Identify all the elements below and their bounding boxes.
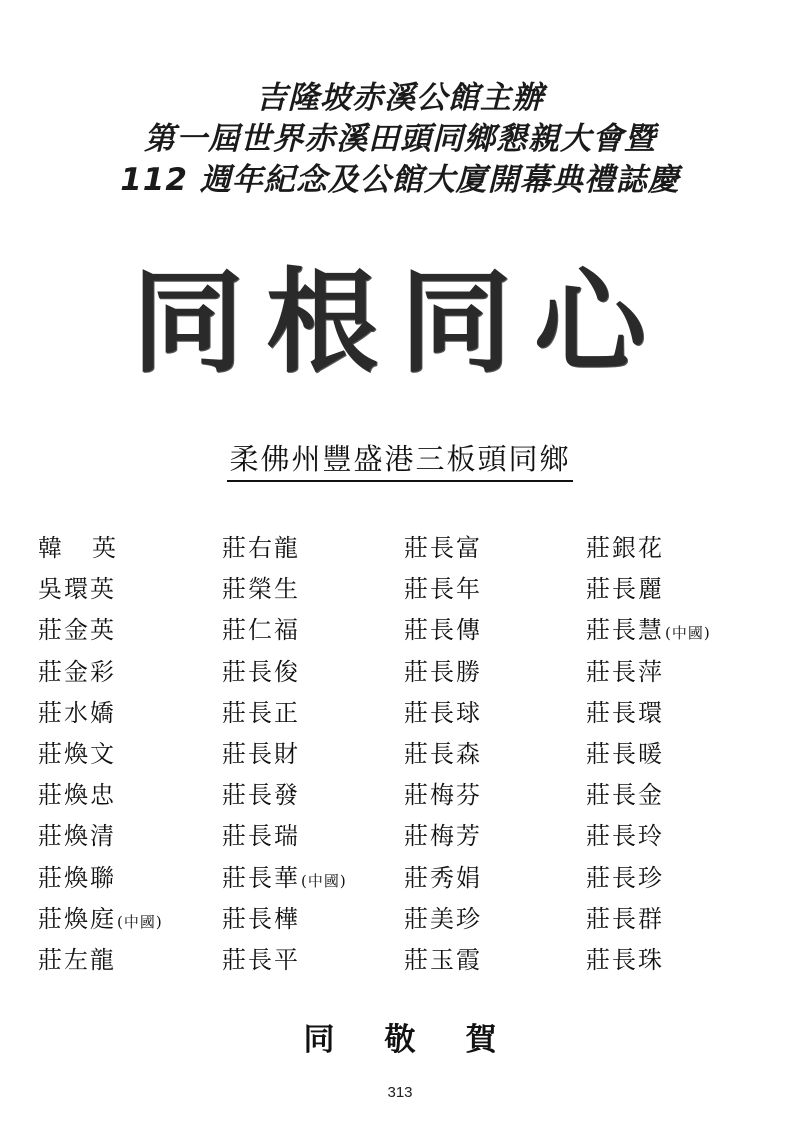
header-line-event: 第一屆世界赤溪田頭同鄉懇親大會暨 bbox=[144, 121, 656, 157]
person-name: 莊長年 bbox=[404, 575, 482, 604]
list-item bbox=[586, 734, 776, 775]
signoff-text: 同敬賀 bbox=[303, 1022, 547, 1058]
list-item bbox=[404, 693, 586, 734]
list-item bbox=[222, 816, 404, 857]
person-name: 莊長玲 bbox=[586, 822, 664, 851]
list-item bbox=[222, 775, 404, 816]
list-item bbox=[586, 775, 776, 816]
list-item bbox=[404, 940, 586, 981]
list-item bbox=[586, 693, 776, 734]
list-item bbox=[404, 734, 586, 775]
list-item bbox=[38, 816, 222, 857]
list-item bbox=[586, 528, 776, 569]
person-name: 莊長暖 bbox=[586, 739, 664, 768]
list-item bbox=[222, 652, 404, 693]
list-item bbox=[222, 858, 404, 899]
list-item bbox=[38, 775, 222, 816]
list-item bbox=[222, 528, 404, 569]
origin-note: (中國) bbox=[665, 624, 711, 643]
list-item bbox=[38, 734, 222, 775]
list-item bbox=[38, 610, 222, 651]
person-name: 莊銀花 bbox=[586, 534, 664, 562]
person-name: 莊煥聯 bbox=[38, 863, 116, 892]
list-item bbox=[586, 652, 776, 693]
list-item bbox=[222, 734, 404, 775]
list-item bbox=[222, 610, 404, 651]
person-name: 韓英 bbox=[38, 534, 146, 562]
person-name: 莊長富 bbox=[404, 534, 482, 562]
list-item bbox=[222, 899, 404, 940]
person-name: 莊金彩 bbox=[38, 657, 116, 686]
header-line-organizer: 吉隆坡赤溪公館主辦 bbox=[256, 80, 544, 116]
list-item bbox=[38, 569, 222, 610]
header-line-anniversary: 112 週年紀念及公館大廈開幕典禮誌慶 bbox=[120, 162, 680, 198]
person-name: 吳環英 bbox=[38, 575, 116, 604]
calligraphy-title: 同根同心 bbox=[132, 257, 668, 388]
person-name: 莊長瑞 bbox=[222, 822, 300, 851]
person-name: 莊長森 bbox=[404, 739, 482, 768]
subtitle-text: 柔佛州豐盛港三板頭同鄉 bbox=[227, 440, 572, 482]
list-item bbox=[404, 899, 586, 940]
person-name: 莊長珠 bbox=[586, 945, 664, 974]
list-item bbox=[38, 899, 222, 940]
list-item bbox=[404, 569, 586, 610]
person-name: 莊長發 bbox=[222, 781, 300, 810]
person-name: 莊左龍 bbox=[38, 945, 116, 974]
event-header bbox=[0, 78, 800, 201]
person-name: 莊右龍 bbox=[222, 534, 300, 562]
person-name: 莊長財 bbox=[222, 739, 300, 768]
list-item bbox=[38, 528, 222, 569]
list-item bbox=[404, 528, 586, 569]
person-name: 莊煥清 bbox=[38, 822, 116, 851]
person-name: 莊長樺 bbox=[222, 904, 300, 933]
person-name: 莊長球 bbox=[404, 698, 482, 727]
person-name: 莊榮生 bbox=[222, 575, 300, 604]
list-item bbox=[404, 610, 586, 651]
person-name: 莊水嬌 bbox=[38, 698, 116, 727]
list-item bbox=[586, 610, 776, 651]
person-name: 莊長珍 bbox=[586, 863, 664, 892]
person-name: 莊長華 bbox=[222, 863, 300, 892]
person-name: 莊長群 bbox=[586, 904, 664, 933]
person-name: 莊長傳 bbox=[404, 616, 482, 645]
origin-note: (中國) bbox=[117, 912, 163, 931]
person-name: 莊長平 bbox=[222, 945, 300, 974]
page-number: 313 bbox=[387, 1084, 413, 1101]
person-name: 莊美珍 bbox=[404, 904, 482, 933]
list-item bbox=[38, 940, 222, 981]
person-name: 莊長環 bbox=[586, 698, 664, 727]
origin-note: (中國) bbox=[301, 871, 347, 890]
list-item bbox=[586, 569, 776, 610]
list-item bbox=[222, 693, 404, 734]
list-item bbox=[222, 940, 404, 981]
list-item bbox=[404, 816, 586, 857]
list-item bbox=[38, 858, 222, 899]
person-name: 莊煥文 bbox=[38, 739, 116, 768]
list-item bbox=[586, 899, 776, 940]
list-item bbox=[38, 652, 222, 693]
person-name: 莊煥忠 bbox=[38, 781, 116, 810]
person-name: 莊長麗 bbox=[586, 575, 664, 604]
list-item bbox=[222, 569, 404, 610]
list-item bbox=[404, 775, 586, 816]
list-item bbox=[586, 940, 776, 981]
person-name: 莊仁福 bbox=[222, 616, 300, 645]
person-name: 莊秀娟 bbox=[404, 863, 482, 892]
list-item bbox=[404, 858, 586, 899]
list-item bbox=[38, 693, 222, 734]
person-name: 莊玉霞 bbox=[404, 945, 482, 974]
list-item bbox=[586, 858, 776, 899]
person-name: 莊長慧 bbox=[586, 616, 664, 645]
names-list bbox=[38, 528, 778, 981]
person-name: 莊長俊 bbox=[222, 657, 300, 686]
person-name: 莊煥庭 bbox=[38, 904, 116, 933]
person-name: 莊長萍 bbox=[586, 657, 664, 686]
list-item bbox=[586, 816, 776, 857]
person-name: 莊梅芬 bbox=[404, 781, 482, 810]
person-name: 莊金英 bbox=[38, 616, 116, 645]
list-item bbox=[404, 652, 586, 693]
person-name: 莊長勝 bbox=[404, 657, 482, 686]
person-name: 莊長金 bbox=[586, 781, 664, 810]
person-name: 莊梅芳 bbox=[404, 822, 482, 851]
subtitle-group-name bbox=[0, 440, 800, 482]
person-name: 莊長正 bbox=[222, 698, 300, 727]
